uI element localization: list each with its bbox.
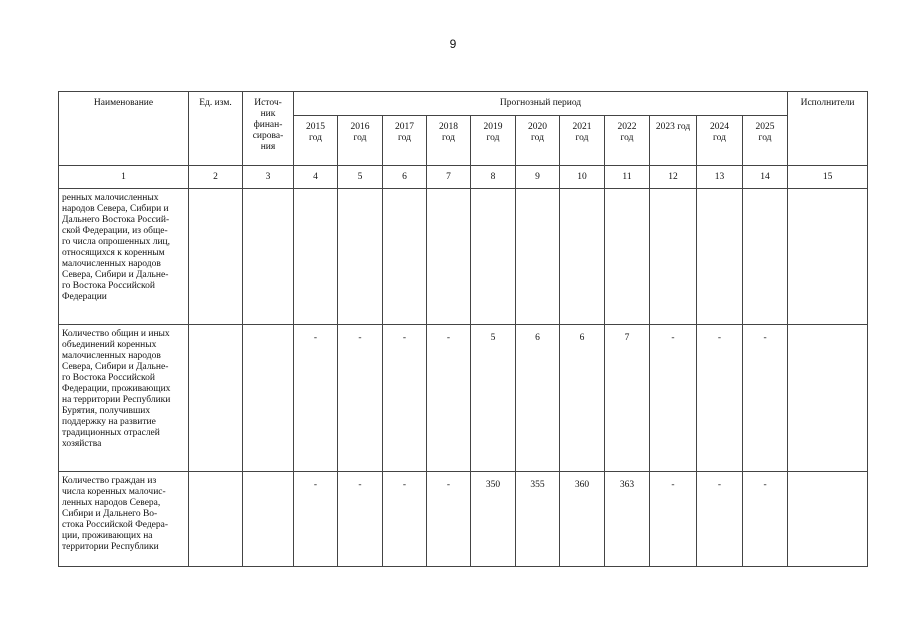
year-value (516, 189, 560, 325)
indicator-name: Количество общин и иных объединений коренных малочисленных народов Севера, Сибири и Дальне- го Востока Российской Федерации, проживающих на территории Республики Бурятия, получивших поддержку на развитие традиционных отраслей хозяйства (59, 325, 189, 472)
header-year: 2023 год (650, 116, 697, 166)
header-year: 2021 год (560, 116, 605, 166)
header-year: 2018 год (427, 116, 471, 166)
year-value (383, 189, 427, 325)
unit-cell (189, 472, 243, 567)
column-number: 15 (788, 166, 868, 189)
source-cell (243, 472, 294, 567)
column-number: 8 (471, 166, 516, 189)
year-value: - (383, 325, 427, 472)
header-year: 2022 год (605, 116, 650, 166)
table-row (59, 325, 868, 472)
year-value: 7 (605, 325, 650, 472)
year-value: - (650, 472, 697, 567)
year-value: - (697, 472, 743, 567)
year-value (294, 189, 338, 325)
year-value (471, 189, 516, 325)
year-value: - (697, 325, 743, 472)
header-year: 2016 год (338, 116, 383, 166)
year-value: 5 (471, 325, 516, 472)
year-value (427, 189, 471, 325)
header-executors: Исполнители (788, 92, 868, 166)
year-value: - (338, 472, 383, 567)
column-number: 10 (560, 166, 605, 189)
year-value (650, 189, 697, 325)
header-unit: Ед. изм. (189, 92, 243, 166)
year-value: - (743, 472, 788, 567)
year-value (338, 189, 383, 325)
executors-cell (788, 189, 868, 325)
year-value: - (427, 472, 471, 567)
year-value: 350 (471, 472, 516, 567)
year-value (560, 189, 605, 325)
year-value (605, 189, 650, 325)
year-value: 360 (560, 472, 605, 567)
column-number: 9 (516, 166, 560, 189)
year-value: - (383, 472, 427, 567)
header-name: Наименование (59, 92, 189, 166)
column-number: 1 (59, 166, 189, 189)
year-value: - (650, 325, 697, 472)
column-number: 14 (743, 166, 788, 189)
column-number: 11 (605, 166, 650, 189)
header-year: 2019 год (471, 116, 516, 166)
year-value: 6 (560, 325, 605, 472)
page-number: 9 (449, 37, 457, 51)
column-number: 6 (383, 166, 427, 189)
header-source: Источ- ник финан- сирова- ния (243, 92, 294, 166)
header-year: 2015 год (294, 116, 338, 166)
header-year: 2020 год (516, 116, 560, 166)
header-year: 2024 год (697, 116, 743, 166)
unit-cell (189, 325, 243, 472)
year-value: 6 (516, 325, 560, 472)
column-number: 4 (294, 166, 338, 189)
forecast-table (58, 91, 868, 567)
column-number: 13 (697, 166, 743, 189)
year-value: - (294, 472, 338, 567)
executors-cell (788, 472, 868, 567)
indicator-name: ренных малочисленных народов Севера, Сибири и Дальнего Востока Россий- ской Федерации, из обще- го числа опрошенных лиц, относящихся к коренным малочисленных народов Севера, Сибири и Дальне- го Востока Российской Федерации (59, 189, 189, 325)
column-number: 5 (338, 166, 383, 189)
table-row (59, 472, 868, 567)
column-number: 12 (650, 166, 697, 189)
year-value: - (743, 325, 788, 472)
column-number: 2 (189, 166, 243, 189)
unit-cell (189, 189, 243, 325)
source-cell (243, 189, 294, 325)
year-value: - (427, 325, 471, 472)
year-value: 363 (605, 472, 650, 567)
header-forecast-period: Прогнозный период (294, 92, 788, 116)
year-value (743, 189, 788, 325)
source-cell (243, 325, 294, 472)
year-value: 355 (516, 472, 560, 567)
year-value: - (338, 325, 383, 472)
executors-cell (788, 325, 868, 472)
header-year: 2025 год (743, 116, 788, 166)
header-year: 2017 год (383, 116, 427, 166)
table-row (59, 189, 868, 325)
column-number: 7 (427, 166, 471, 189)
column-number: 3 (243, 166, 294, 189)
year-value (697, 189, 743, 325)
indicator-name: Количество граждан из числа коренных малочис- ленных народов Севера, Сибири и Дальнего Во- стока Российской Федера- ции, проживающих на территории Республики (59, 472, 189, 567)
year-value: - (294, 325, 338, 472)
